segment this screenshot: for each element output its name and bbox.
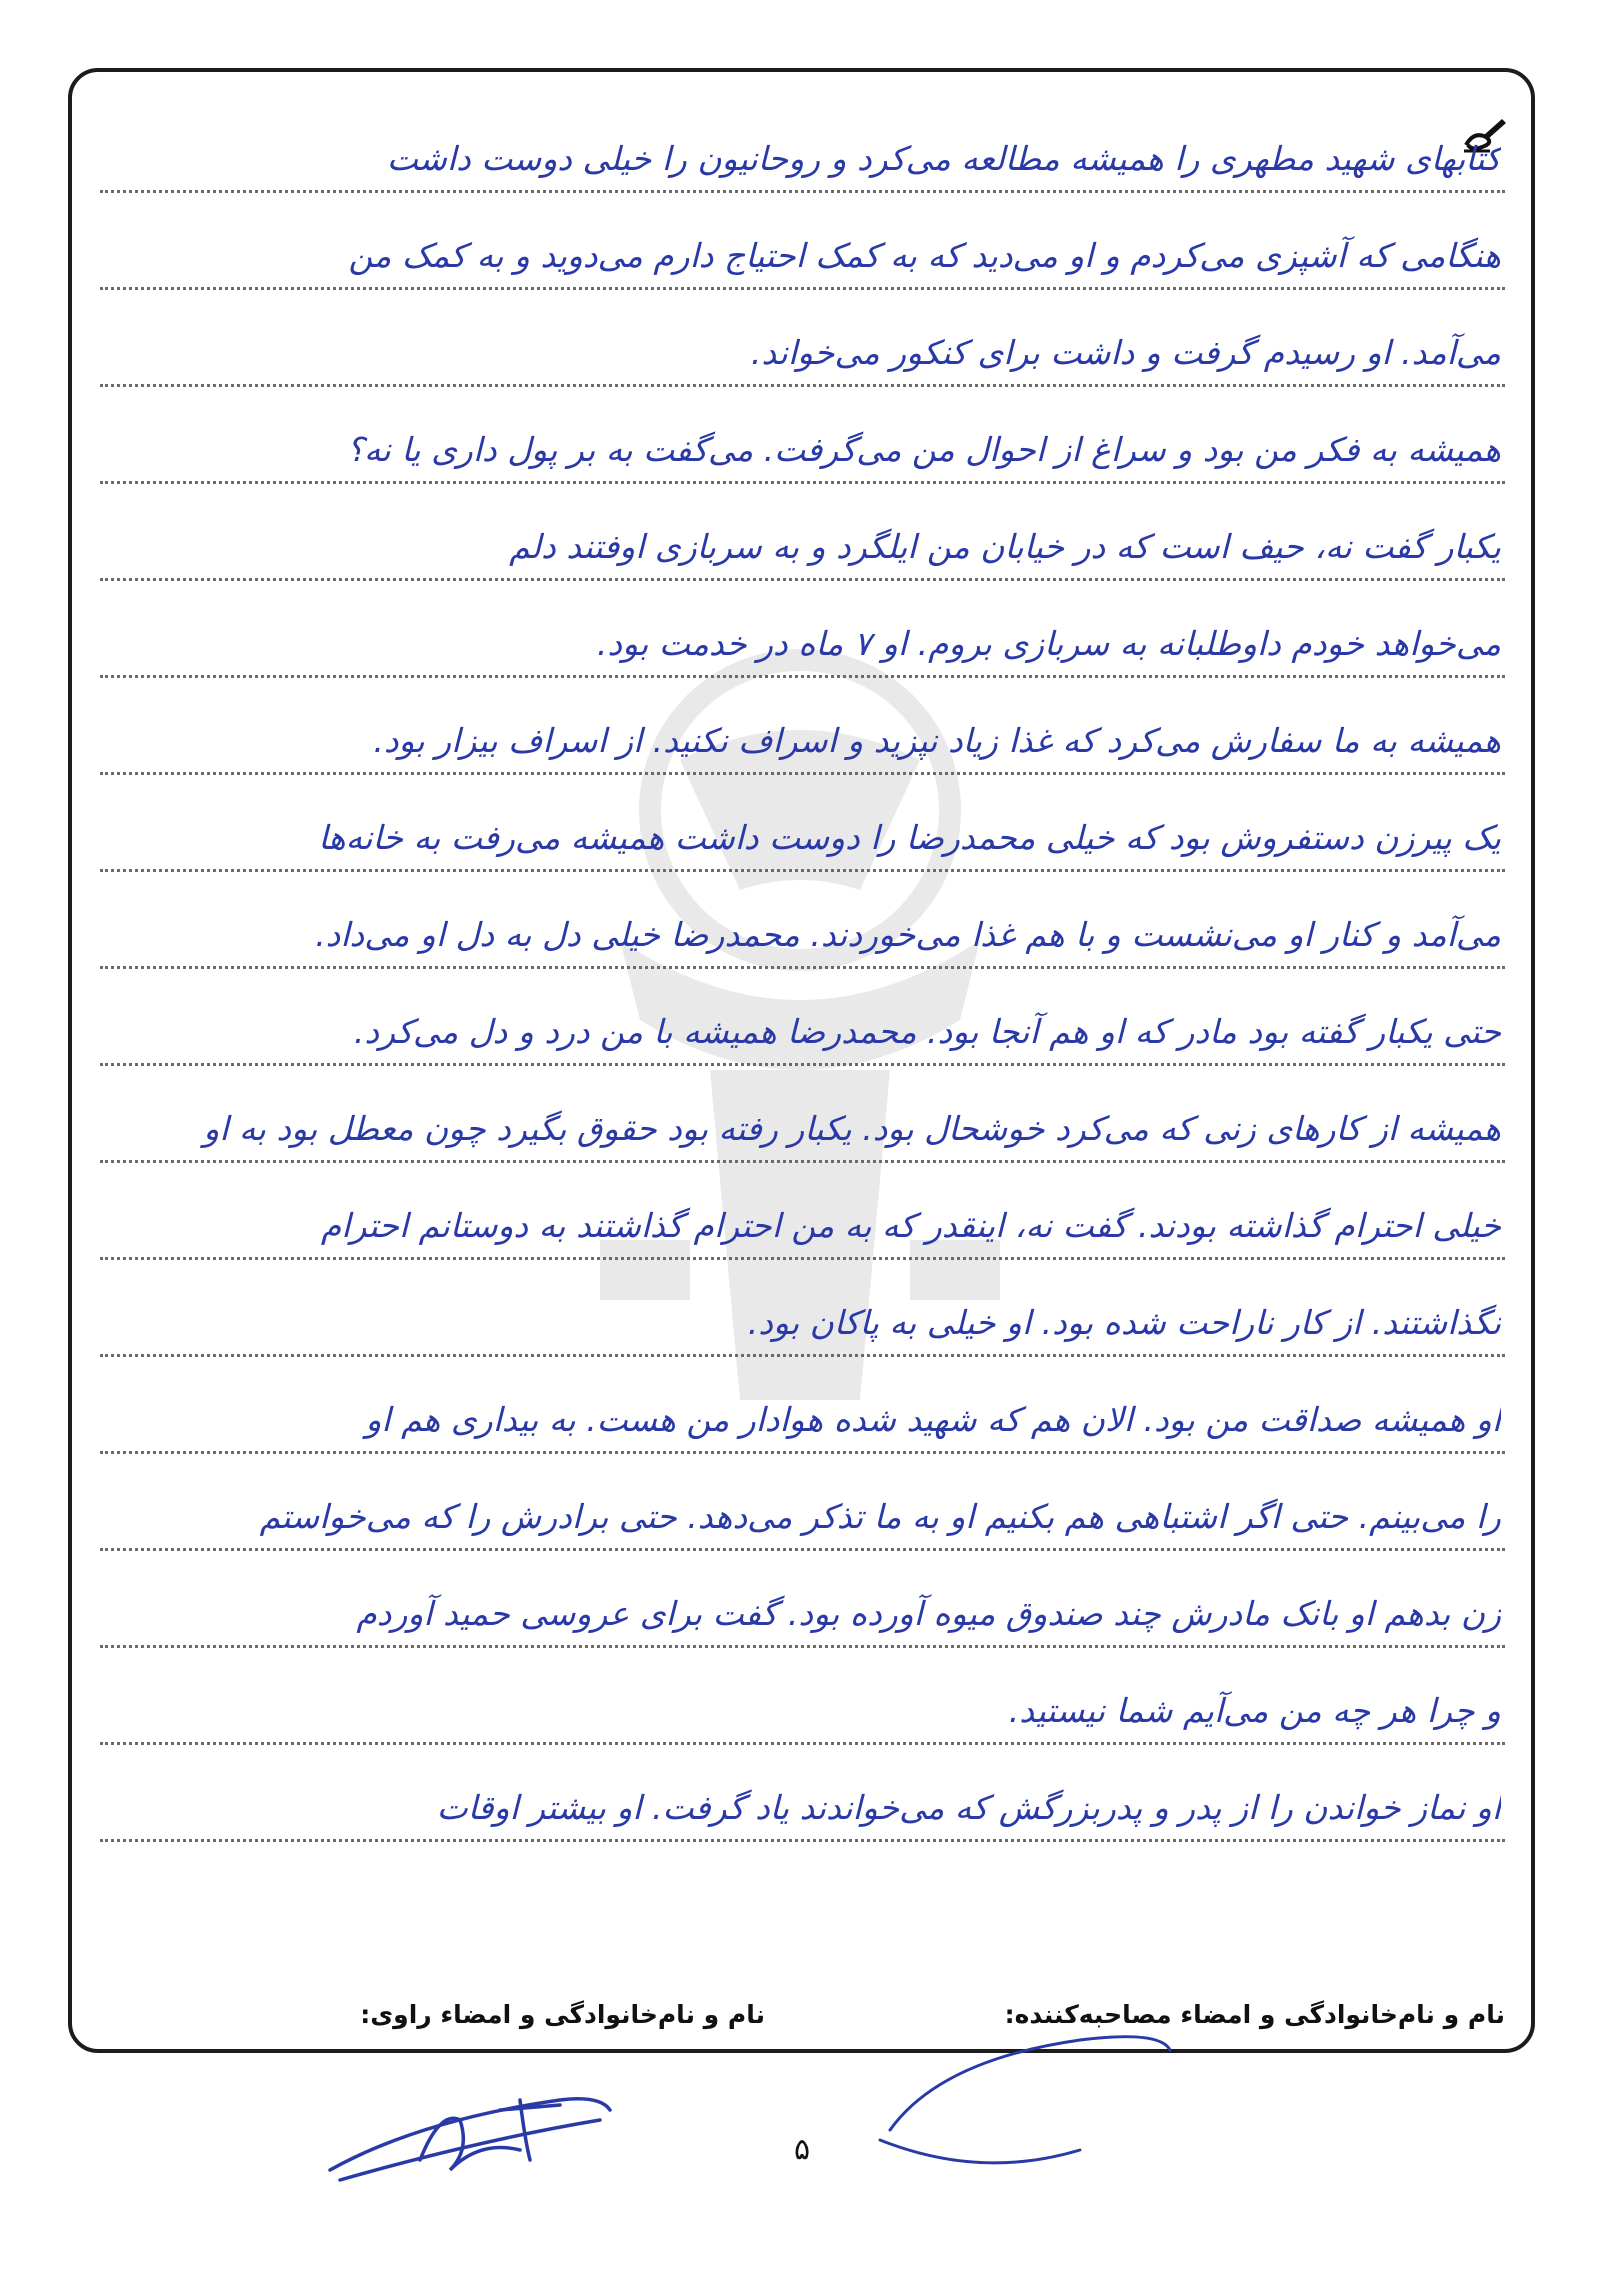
handwritten-line: می‌آمد و کنار او می‌نشست و با هم غذا می‌خوردند. محمدرضا خیلی دل به دل او می‌داد. <box>315 915 1501 954</box>
handwritten-line: خیلی احترام گذاشته بودند. گفت نه، اینقدر که به من احترام گذاشتند به دوستانم احترام <box>320 1206 1501 1245</box>
handwritten-line: یک پیرزن دستفروش بود که خیلی محمدرضا را دوست داشت همیشه می‌رفت به خانه‌ها <box>318 818 1501 857</box>
page-number: ۵ <box>793 2132 811 2167</box>
text-line <box>100 1648 1505 1745</box>
handwritten-line: می‌آمد. او رسیدم گرفت و داشت برای کنکور می‌خواند. <box>750 333 1501 372</box>
handwritten-line: می‌خواهد خودم داوطلبانه به سربازی بروم. او ۷ ماه در خدمت بود. <box>596 624 1501 663</box>
interviewer-signature-label: نام و نام‌خانوادگی و امضاء مصاحبه‌کننده: <box>1004 2000 1505 2029</box>
text-line <box>100 193 1505 290</box>
text-line <box>100 969 1505 1066</box>
text-line <box>100 1066 1505 1163</box>
handwritten-line: نگذاشتند. از کار ناراحت شده بود. او خیلی به پاکان بود. <box>747 1303 1501 1342</box>
handwritten-line: کتابهای شهید مطهری را همیشه مطالعه می‌کرد و روحانیون را خیلی دوست داشت <box>386 139 1501 178</box>
text-line <box>100 290 1505 387</box>
text-line <box>100 1454 1505 1551</box>
handwritten-line: هنگامی که آشپزی می‌کردم و او می‌دید که به کمک احتیاج دارم می‌دوید و به کمک من <box>348 236 1501 275</box>
narrator-signature <box>330 2099 610 2180</box>
text-line <box>100 581 1505 678</box>
handwritten-line: همیشه به ما سفارش می‌کرد که غذا زیاد نپزید و اسراف نکنید. از اسراف بیزار بود. <box>373 721 1501 760</box>
text-line <box>100 387 1505 484</box>
text-line <box>100 484 1505 581</box>
text-line <box>100 1745 1505 1842</box>
text-line <box>100 96 1505 193</box>
text-line <box>100 1357 1505 1454</box>
text-line <box>100 1260 1505 1357</box>
handwritten-line: او همیشه صداقت من بود. الان هم که شهید شده هوادار من هست. به بیداری هم او <box>365 1400 1501 1439</box>
handwritten-text-block <box>100 96 1505 1842</box>
text-line <box>100 872 1505 969</box>
handwritten-line: همیشه از کارهای زنی که می‌کرد خوشحال بود. یکبار رفته بود حقوق بگیرد چون معطل بود به او <box>203 1109 1501 1148</box>
handwritten-line: و چرا هر چه من می‌آیم شما نیستید. <box>1008 1691 1501 1730</box>
handwritten-line: یکبار گفت نه، حیف است که در خیابان من ایلگرد و به سربازی اوفتند دلم <box>509 527 1501 566</box>
interviewer-signature <box>880 2037 1170 2163</box>
handwritten-line: زن بدهم او بانک مادرش چند صندوق میوه آورده بود. گفت برای عروسی حمید آوردم <box>356 1594 1501 1633</box>
handwritten-line: حتی یکبار گفته بود مادر که او هم آنجا بود. محمدرضا همیشه با من درد و دل می‌کرد. <box>353 1012 1501 1051</box>
handwritten-line: همیشه به فکر من بود و سراغ از احوال من می‌گرفت. می‌گفت به بر پول داری یا نه؟ <box>346 430 1501 469</box>
text-line <box>100 1163 1505 1260</box>
text-line <box>100 678 1505 775</box>
text-line <box>100 775 1505 872</box>
handwritten-line: او نماز خواندن را از پدر و پدربزرگش که می‌خواندند یاد گرفت. او بیشتر اوقات <box>436 1788 1501 1827</box>
handwritten-line: را می‌بینم. حتی اگر اشتباهی هم بکنیم او به ما تذکر می‌دهد. حتی برادرش را که می‌خواستم <box>259 1497 1501 1536</box>
text-line <box>100 1551 1505 1648</box>
narrator-signature-label: نام و نام‌خانوادگی و امضاء راوی: <box>360 2000 765 2029</box>
